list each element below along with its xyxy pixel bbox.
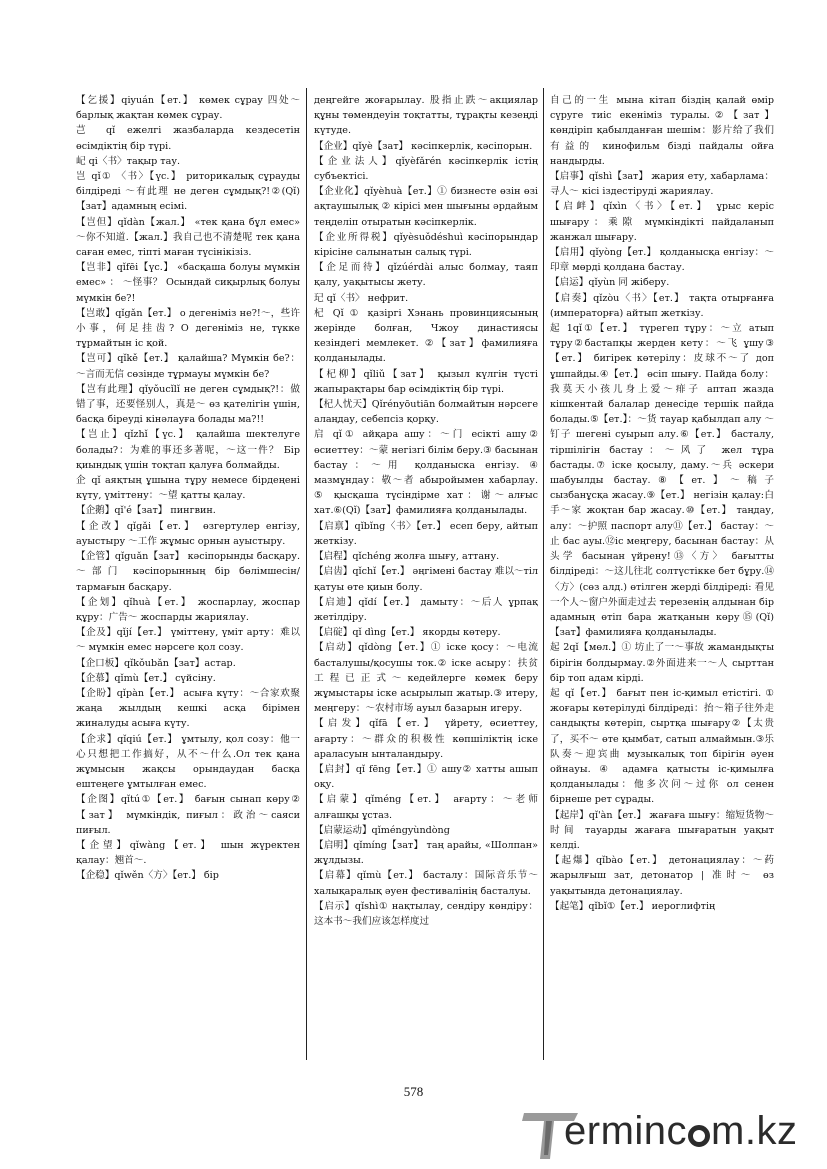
dictionary-entry: 【启示】qǐshì① нақтылау, сендіру көндіру：这本书～我们应该怎样度过 (314, 900, 538, 927)
dictionary-entry: 【企业化】qǐyèhuà【ет.】① бизнесте өзін өзі ақтаушылық ② кірісі мен шығыны әрдайым теңделіп отыратын кәсіпкерлік. (314, 186, 538, 228)
dictionary-entry: 启 qǐ① айқара ашу：～门 есікті ашу② өсиеттеу：～蒙 негізгі білім беру.③ басынан бастау：～用 қолданыска енгізу. ④ мазмұндау：敬～者 абыройымен хабарлау. ⑤ қысқаша түсіндірме хат：谢～алғыс хат.⑥(Qǐ)【зат】фамилияға қолданылады. (314, 429, 538, 517)
dictionary-entry: 杞 Qǐ ① қазіргі Хэнань провинциясының жерінде болған, Чжоу династиясы кезіндегі мемлекет. ②【зат】фамилияға қолданылады. (314, 307, 538, 365)
column-divider (306, 88, 307, 1060)
dictionary-entry: 【起爆】qǐbào【ет.】 детонациялау：～药 жарылғыш зат, детонатор | 准时～ өз уақытында детонациялау. (550, 855, 774, 897)
dictionary-entry: 岂 qǐ① 〈书〉【үс.】 риторикалық сұрауды білдіреді ～有此理 не деген сұмдық?!②(Qǐ)【зат】адамның есімі. (76, 171, 300, 213)
dictionary-entry: 【企划】qǐhuà【ет.】 жоспарлау, жоспар құру：广告～ жоспарды жариялау. (76, 596, 300, 623)
dictionary-entry: 【启齿】qǐchǐ【ет.】 әңгімені бастау 难以～тіл қатуы өте қиын болу. (314, 566, 538, 593)
dictionary-entry: 【企改】qǐgǎi【ет.】 өзгертулер енгізу, ауыстыру ～工作 жұмыс орнын ауыстыру. (76, 520, 300, 547)
text-column-middle (314, 93, 538, 1063)
dictionary-entry: 【启碇】qǐ dìng【ет.】 якорды көтеру. (314, 627, 501, 639)
dictionary-entry: 屺 qi〈书〉тақыр тау. (76, 155, 181, 167)
watermark-text: erminc m.kz (564, 1109, 798, 1153)
dictionary-entry: 【启发】qǐfā【ет.】 үйрету, өсиеттеу, ағарту：～群众的积极性 көпшіліктің іске араласуын ынталандыру. (314, 718, 538, 760)
dictionary-entry: 【启蒙运动】qǐméngyùndòng (314, 824, 450, 836)
dictionary-entry: 【岂有此理】qǐyǒucǐlǐ не деген сұмдық?!：做错了事，还要怪别人，真是～ өз қателігін үшін, басқа біреуді кінәлауға болады ма?!! (76, 383, 300, 426)
dictionary-entry: 起 2qǐ【мөл.】① 坊止了一～事故 жамандықты бірігін болдырмау.②外面进来一～人 сырттан бір топ адам кірді. (550, 642, 774, 684)
dictionary-entry: 起 1qǐ①【ет.】 түрегеп тұру：～立 атып тұру②бастапқы жерден кету：～飞 ұшу③【ет.】 бигірек көтерілу：皮球不～了 доп ұшпайды.④【ет.】 өсіп шығу. Пайда болу：我莫天小孩儿身上爱～痱子 аптап жазда кішкентай балалар денесіде тершік пайда болады.⑤【ет.】：～货 тауар қабылдап алу ～钉子 шегені суырып алу.⑥【ет.】 басталу, тіршілігін бастау：～风了 жел тұра бастады.⑦ іске қосылу, даму.～兵 әскери шабуылды бастау.⑧【ет.】～稿子 сызбанұсқа жасау.⑨【ет.】 негізін қалау:白手～家 жоқтан бар жасау.⑩【ет.】 таңдау, алу：～护照 паспорт алу⑪【ет.】 бастау：～止 бас ауы.⑫іс меңгеру, басынан бастау：从头学 басынан үйрену!⑬〈方〉 бағытты білдіреді：～这儿往北 солтүстікке бет бұру.⑭〈方〉(сөз алд.) өтілген жерді білдіреді: 看见一个人～窗户外面走过去 терезенің алдынан бір адамның өтіп бара жатқанын көру⑮(Qǐ)【зат】фамилияға қолданылады. (550, 323, 774, 639)
dictionary-entry: 【企慕】qǐmù【ет.】 сүйсіну. (76, 672, 216, 684)
dictionary-entry: 【企盼】qǐpàn【ет.】 асыға күту：～合家欢聚 жаңа жылдың кешкі асқа бірімен жиналуды асыға күту. (76, 687, 300, 730)
dictionary-entry: 【企管】qǐguǎn【зат】 кәсіпорынды басқару. ～部门 кәсіпорынның бір бөлімшесін/тармағын басқару. (76, 551, 300, 593)
dictionary-entry: 【岂非】qǐfēi【үс.】 «басқаша болуы мүмкін емес» ： ～怪事？ Осындай сиқырлық болуы мүмкін бе?! (76, 262, 300, 304)
dictionary-entry: 【起岸】qǐ'àn【ет.】 жағаға шығу：缩短货物～时间 тауарды жағаға шығаратын уақыт келді. (550, 809, 774, 851)
text-column-left (76, 93, 300, 1063)
dictionary-entry: 【岂止】qǐzhǐ【үс.】 қалайша шектелуге болады?：为难的事还多著呢，～这一件？ Бір қиындық үшін тоқтап қалуға болмайды. (76, 429, 300, 471)
dictionary-entry: 【岂敢】qǐgǎn【ет.】 о дегеніміз не?!～，些许小事，何足挂齿? О дегеніміз не, түкке тұрмайтын іс қой. (76, 307, 300, 350)
dictionary-entry: 【企业所得税】qǐyèsuǒdéshuì кәсіпорындар кірісіне салынатын салық түрі. (314, 231, 538, 259)
page-number: 578 (403, 1084, 424, 1099)
dictionary-entry: 【启明】qǐmíng【зат】 таң арайы, «Шолпан» жұлдызы. (314, 839, 538, 867)
dictionary-entry: 【企求】qǐqiú【ет.】 ұмтылу, қол созу：他一心只想把工作搞好，从不～什么.Ол тек қана жұмысын жақсы орындаудан басқа ештеңеге ұмтылған емес. (76, 733, 300, 791)
dictionary-entry: 【杞柳】qǐliǔ【зат】 қызыл күлгін түсті жапырақтары бар өсімдіктің бір түрі. (314, 368, 538, 395)
column-divider (543, 88, 544, 1060)
dictionary-entry: 【起笔】qǐbǐ①【ет.】 иероглифтің (550, 900, 716, 912)
dictionary-entry: 【启运】qǐyùn 同 жіберу. (550, 277, 670, 289)
dictionary-entry: 【启禀】qǐbǐng〈书〉【ет.】 есеп беру, айтып жеткізу. (314, 520, 538, 547)
dictionary-entry: 【岂可】qǐkě【ет.】 қалайша? Мүмкін бе?：～言而无信 сөзінде тұрмауы мүмкін бе? (76, 353, 300, 380)
o-ring-icon (688, 1125, 710, 1147)
dictionary-entry: 【启事】qǐshì【зат】 жария ету, хабарлама：寻人～ кісі іздестіруді жариялау. (550, 171, 774, 198)
dictionary-entry: 【企稳】qǐwěn〈方〉【ет.】 бір (76, 870, 219, 882)
dictionary-entry: 【启迪】qǐdí【ет.】 дамыту：～后人 ұрпақ жетілдіру. (314, 596, 538, 623)
dictionary-entry: 自己的一生 мына кітап біздің қалай өмір сүруге тиіс екеніміз туралы.②【зат】 көндіріп қабылданған шешім：影片给了我们有益的 кинофильм бізді пайдалы ойға нандырды. (550, 95, 774, 167)
dictionary-entry: 【企业法人】qǐyèfǎrén кәсіпкерлік істің субъектісі. (314, 155, 538, 183)
dictionary-entry: 【启奏】qǐzòu〈书〉【ет.】 тақта отырғанға (императорға) айтып жеткізу. (550, 292, 774, 319)
dictionary-entry: 【企鹅】qǐ'é【зат】 пингвин. (76, 505, 216, 517)
dictionary-entry: 【启幕】qǐmù【ет.】 басталу：国际音乐节～халықаралық әуен фестивалінің басталуы. (314, 870, 538, 897)
dictionary-entry: 【企业】qǐyè【зат】 кәсіпкерлік, кәсіпорын. (314, 140, 533, 152)
dictionary-entry: 企 qǐ аяқтың ұшына тұру немесе бірдеңені күту, үміттену：～望 қатты қалау. (76, 475, 300, 502)
dictionary-entry: 【启程】qǐchéng жолға шығу, аттану. (314, 551, 500, 563)
dictionary-entry: 【企及】qǐjí【ет.】 үміттену, үміт арту：难以～ мүмкін емес нәрсеге қол созу. (76, 627, 300, 654)
dictionary-entry: 【启用】qǐyòng【ет.】 қолданысқа енгізу：～印章 мөрді қолдана бастау. (550, 247, 774, 274)
dictionary-entry: 【启动】qǐdòng【ет.】① іске қосу：～电流 басталушы/қосушы ток.② іске асыру：扶贫工程已正式～кедейлерге көмек беру жұмыстары іске асырылып жатыр.③ итеру, меңгеру：～农村市场 ауыл базарын игеру. (314, 642, 538, 715)
dictionary-entry: 芑 qǐ ежелгі жазбаларда кездесетін өсімдіктің бір түрі. (76, 125, 300, 152)
dictionary-entry: 玘 qǐ〈书〉 нефрит. (314, 292, 409, 304)
dictionary-entry: 【启蒙】qǐméng【ет.】 ағарту：～老师 алғашқы ұстаз. (314, 794, 538, 821)
dictionary-entry: 【启衅】qǐxìn〈书〉【ет.】 ұрыс керіс шығару：乘隙 мүмкіндікті пайдаланып жанжал шығару. (550, 201, 774, 243)
dictionary-entry: 【岂但】qǐdàn【жал.】 «тек қана бұл емес» ～你不知道.【жал.】我自己也不清楚呢 тек қана саған емес, тіпті маған түсінікізіз. (76, 216, 300, 259)
dictionary-entry: 【企图】qǐtú①【ет.】 бағын сынап көру②【зат】 мүмкіндік, пиғыл：政治～саяси пиғыл. (76, 794, 300, 836)
dictionary-entry: деңгейге жоғарылау. 股指止跌～акциялар құны төмендеуін тоқтатты, тұрақты кезеңді күтуде. (314, 95, 538, 137)
dictionary-entry: 【企足而待】qǐzúérdài алыс болмау, таяп қалу, уақытысы жету. (314, 262, 538, 289)
dictionary-entry: 【启封】qǐ fēng【ет.】① ашу② хатты ашып оқу. (314, 763, 538, 791)
dictionary-entry: 【乞援】qiyuán【ет.】 көмек сұрау 四处～барлық жақтан көмек сұрау. (76, 95, 300, 122)
text-column-right (550, 93, 774, 1063)
dictionary-entry: 起 qǐ【ет.】 бағыт пен іс-қимыл етістігі. ① жоғары көтерілуді білдіреді：抬～箱子往外走 сандықты көтеріп, сыртқа шығару②【太贵了，买不～ өте қымбат, сатып алмаймын.③乐队奏～迎宾曲 музыкалық топ бірігін әуен ойнауы. ④ адамға қатысты іс-қимылға қолданылады：他多次问～过你 ол сенен бірнеше рет сұрады. (550, 687, 774, 806)
terminology-watermark-logo[interactable] (520, 1105, 820, 1163)
dictionary-entry: 【杞人忧天】Qǐrényōutiān болмайтын нәрсеге алаңдау, себепсіз қорқу. (314, 399, 538, 426)
dictionary-entry: 【企望】qǐwàng【ет.】 шын жүректен қалау：翘首～. (76, 839, 300, 867)
dictionary-entry: 【企口板】qǐkǒubǎn【зат】астар. (76, 657, 236, 669)
